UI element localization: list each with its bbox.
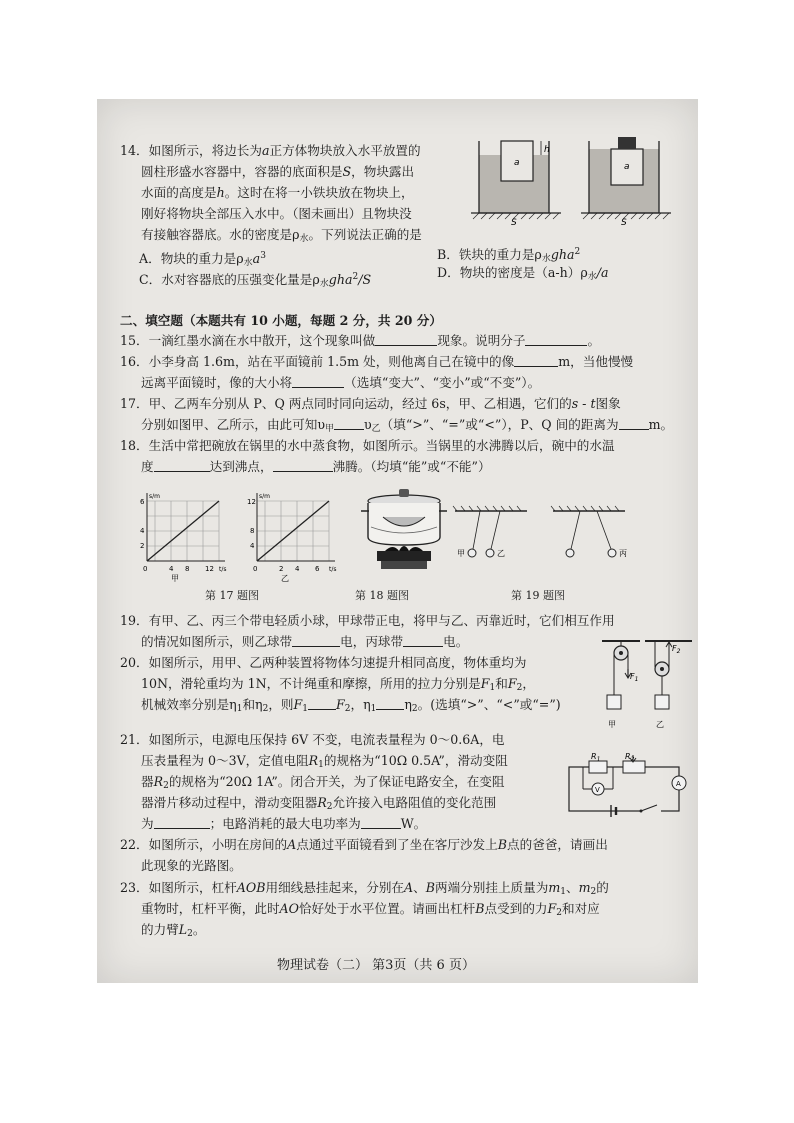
fig17-yi-ytick: 4 [250, 542, 255, 550]
q20-blank2[interactable] [376, 697, 404, 710]
q18-blank1[interactable] [154, 459, 210, 472]
q20-line3: 机械效率分别是$\eta_1$和$\eta_2$，则$F_1$ $F_2$，$\eta_1$ $\eta_2$。(选填“>”、“<”或“=”) [141, 697, 561, 714]
q21-line3: 器$R_2$的规格为“20Ω 1A”。闭合开关，为了保证电路安全，在变阻 [141, 774, 505, 791]
q20-blank1[interactable] [308, 697, 336, 710]
fig21-circuit [563, 753, 693, 819]
fig19-yi-label: 乙 [497, 549, 505, 558]
q14-line3: 水面的高度是h。这时在将一小铁块放在物块上， [141, 185, 414, 200]
fig17-jia-name: 甲 [171, 574, 179, 583]
q16-blank2[interactable] [292, 375, 344, 388]
q16-line2: 远离平面镜时，像的大小将 （选填“变大”、“变小”或“不变”）。 [141, 375, 541, 390]
q15-blank1[interactable] [375, 333, 437, 346]
q14-option-a: A．物块的重力是$\rho_水a^3$ [139, 251, 266, 268]
fig19-caption: 第 19 题图 [511, 589, 565, 602]
fig18-pot [359, 489, 449, 584]
fig17-yi-xtick: 4 [295, 565, 300, 573]
q17-line2: 分别如图甲、乙所示，由此可知$\upsilon_甲$ $\upsilon_乙$（填“>”、“=”或“<”），P、Q 间的距离为 m。 [141, 417, 674, 434]
fig17-graph-yi [245, 491, 340, 581]
q21-blank2[interactable] [361, 816, 401, 829]
q17-blank2[interactable] [619, 417, 649, 430]
fig17-yi-xlabel: t/s [329, 566, 337, 573]
q19-blank2[interactable] [403, 634, 443, 647]
fig20-jia-label: 甲 [608, 720, 616, 729]
q14-option-d: D．物块的密度是$(a-h)\rho_水/a$ [437, 265, 609, 282]
q19-line2: 的情况如图所示，则乙球带 电，丙球带 电。 [141, 634, 469, 649]
fig17-yi-name: 乙 [281, 574, 289, 583]
q20-line1: 20．如图所示，用甲、乙两种装置将物体匀速提升相同高度，物体重均为 [120, 655, 527, 670]
fig20-f2-label: $F_2$ [672, 644, 681, 655]
fig17-jia-xlabel: t/s [219, 566, 227, 573]
fig19-jia-label: 甲 [457, 549, 465, 558]
fig19-balls [455, 497, 695, 577]
fig14-s-label-right: S [621, 218, 627, 228]
fig17-yi-ytick: 8 [250, 527, 255, 535]
q17-blank1[interactable] [334, 417, 364, 430]
q14-option-b: B．铁块的重力是$\rho_水gha^2$ [437, 247, 581, 264]
fig21-r1-label: $R_1$ [591, 752, 601, 763]
q22-line2: 此现象的光路图。 [141, 858, 242, 873]
fig14-iron-block [618, 137, 636, 149]
q23-line2: 重物时，杠杆平衡，此时AO恰好处于水平位置。请画出杠杆B点受到的力$F_2$和对应 [141, 901, 600, 918]
fig14-h-label: h [544, 145, 550, 155]
fig17-jia-xtick: 4 [169, 565, 174, 573]
q16-blank1[interactable] [514, 354, 558, 367]
q16-line1: 16．小李身高 1.6m，站在平面镜前 1.5m 处，则他离自己在镜中的像 m，当他慢慢 [120, 354, 634, 369]
fig14-s-label-left: S [511, 218, 517, 228]
q21-line4: 器滑片移动过程中，滑动变阻器$R_2$允许接入电路阻值的变化范围 [141, 795, 497, 812]
fig17-caption: 第 17 题图 [205, 589, 259, 602]
fig18-caption: 第 18 题图 [355, 589, 409, 602]
q21-blank1[interactable] [154, 816, 210, 829]
q21-line2: 压表量程为 0～3V，定值电阻$R_1$的规格为“10Ω 0.5A”，滑动变阻 [141, 753, 508, 770]
q14-line2: 圆柱形盛水容器中，容器的底面积是S，物块露出 [141, 164, 415, 179]
fig17-yi-xtick: 6 [315, 565, 320, 573]
fig20-f1-label: $F_1$ [630, 672, 639, 683]
fig17-jia-xtick: 12 [205, 565, 214, 573]
fig17-jia-ytick: 2 [140, 542, 145, 550]
fig17-jia-xtick: 8 [185, 565, 190, 573]
fig19-bing-label: 丙 [619, 549, 627, 558]
q21-line5: 为 ；电路消耗的最大电功率为 W。 [141, 816, 427, 831]
fig17-yi-xtick: 2 [279, 565, 284, 573]
q18-line1: 18．生活中常把碗放在锅里的水中蒸食物，如图所示。当锅里的水沸腾以后，碗中的水温 [120, 438, 615, 453]
fig17-graph-jia [135, 491, 230, 581]
q22-line1: 22．如图所示，小明在房间的A点通过平面镜看到了坐在客厅沙发上B点的爸爸，请画出 [120, 837, 608, 852]
exam-page [97, 99, 698, 983]
q18-line2: 度 达到沸点， 沸腾。（均填“能”或“不能”） [141, 459, 491, 474]
q14-line4: 刚好将物块全部压入水中。（图未画出）且物块没 [141, 206, 412, 221]
fig17-jia-ytick: 4 [140, 527, 145, 535]
q19-line1: 19．有甲、乙、丙三个带电轻质小球，甲球带正电，将甲与乙、丙靠近时，它们相互作用 [120, 613, 615, 628]
fig14-containers [471, 135, 691, 228]
fig20-yi-label: 乙 [656, 720, 664, 729]
fig17-yi-ylabel: s/m [259, 493, 270, 500]
q14-line5: 有接触容器底。水的密度是$\rho_水$。下列说法正确的是 [141, 227, 422, 244]
q14-line1: 14．如图所示，将边长为a正方体物块放入水平放置的 [120, 143, 421, 158]
fig14-a-label-left: a [514, 158, 520, 168]
q19-blank1[interactable] [292, 634, 340, 647]
fig17-jia-ylabel: s/m [149, 493, 160, 500]
fig21-v-label: V [595, 786, 600, 794]
fig17-jia-xtick: 0 [143, 565, 148, 573]
fig14-a-label-right: a [624, 162, 630, 172]
fig18-stove [377, 551, 431, 561]
fig17-yi-xtick: 0 [253, 565, 258, 573]
page-footer: 物理试卷（二） 第3页（共 6 页） [277, 958, 475, 973]
fig17-jia-ytick: 6 [140, 498, 145, 506]
q23-line3: 的力臂$L_2$。 [141, 922, 206, 939]
q23-line1: 23．如图所示，杠杆AOB用细线悬挂起来，分别在A、B两端分别挂上质量为$m_1$、$m_2$的 [120, 880, 609, 897]
fig20-pulleys [600, 637, 695, 733]
q15-blank2[interactable] [525, 333, 587, 346]
q21-line1: 21．如图所示，电源电压保持 6V 不变，电流表量程为 0～0.6A，电 [120, 732, 505, 747]
fig21-r2-label: $R_2$ [625, 752, 635, 763]
q18-blank2[interactable] [273, 459, 333, 472]
fig17-yi-ytick: 12 [247, 498, 256, 506]
section2-heading: 二、填空题（本题共有 10 小题，每题 2 分，共 20 分） [120, 313, 442, 328]
fig18-flame [385, 546, 423, 551]
q17-line1: 17．甲、乙两车分别从 P、Q 两点同时同向运动，经过 6s，甲、乙相遇，它们的s - t图象 [120, 396, 621, 411]
q20-line2: 10N，滑轮重均为 1N，不计绳重和摩擦，所用的拉力分别是$F_1$和$F_2$， [141, 676, 535, 693]
fig21-a-label: A [676, 780, 681, 788]
q15-line1: 15．一滴红墨水滴在水中散开，这个现象叫做 现象。说明分子 。 [120, 333, 601, 348]
q14-option-c: C．水对容器底的压强变化量是$\rho_水gha^2/S$ [139, 272, 372, 289]
